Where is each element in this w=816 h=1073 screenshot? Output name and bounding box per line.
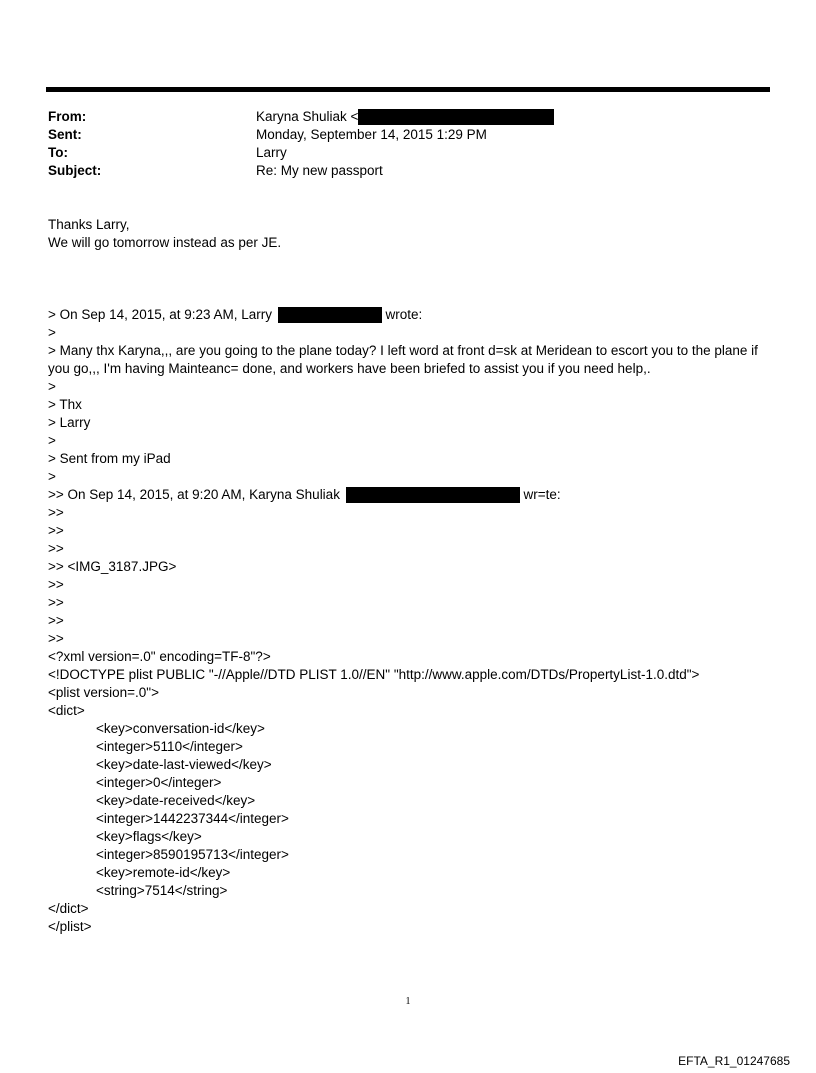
quote-line: >> <box>48 505 64 520</box>
quote-header-start: > On Sep 14, 2015, at 9:23 AM, Larry <box>48 307 273 322</box>
xml-line: <plist version=.0"> <box>48 685 159 700</box>
nested-quote-header-end: wr=te: <box>523 487 561 502</box>
quote-line: >> <box>48 541 64 556</box>
body-line: We will go tomorrow instead as per JE. <box>48 235 282 250</box>
sent-label: Sent: <box>48 127 82 142</box>
quote-line: > Larry <box>48 415 91 430</box>
document-id: EFTA_R1_01247685 <box>678 1054 790 1068</box>
subject-value: Re: My new passport <box>256 163 383 178</box>
to-value: Larry <box>256 145 287 160</box>
xml-line: <integer>5110</integer> <box>96 739 243 754</box>
quote-line: >> <box>48 595 64 610</box>
xml-line: <key>remote-id</key> <box>96 865 231 880</box>
xml-line: <?xml version=.0" encoding=TF-8"?> <box>48 649 271 664</box>
subject-label: Subject: <box>48 163 102 178</box>
quote-line: >> <box>48 631 64 646</box>
from-value <box>256 108 554 126</box>
xml-line: </dict> <box>48 901 89 916</box>
greeting: Thanks Larry, <box>48 217 130 232</box>
quote-line: >> <box>48 523 64 538</box>
xml-line: <key>date-last-viewed</key> <box>96 757 272 772</box>
xml-line: <key>date-received</key> <box>96 793 256 808</box>
quote-line <box>48 306 772 324</box>
xml-line: <dict> <box>48 703 85 718</box>
quote-line: > <box>48 469 56 484</box>
quote-line: > <box>48 325 56 340</box>
xml-line: <!DOCTYPE plist PUBLIC "-//Apple//DTD PLIST 1.0//EN" "http://www.apple.com/DTDs/PropertyList-1.0.dtd"> <box>48 667 700 682</box>
quote-line: >> <box>48 577 64 592</box>
spacer <box>48 252 772 306</box>
nested-quote-header-start: >> On Sep 14, 2015, at 9:20 AM, Karyna Shuliak <box>48 487 340 502</box>
email-body <box>48 216 772 936</box>
redaction-karyna-email <box>346 487 520 503</box>
xml-line: <key>conversation-id</key> <box>96 721 265 736</box>
quote-line: > <box>48 379 56 394</box>
quote-line: >> <box>48 613 64 628</box>
redaction-larry-email <box>278 307 382 323</box>
xml-line: <integer>0</integer> <box>96 775 222 790</box>
from-name: Karyna Shuliak < <box>256 109 359 124</box>
from-label: From: <box>48 109 87 124</box>
to-label: To: <box>48 145 68 160</box>
quote-message: > Many thx Karyna,,, are you going to the plane today? I left word at front d=sk at Meridean to escort you to the plane if you go,,, I'm having Mainteanc= done, and workers have been briefed to assist you if you need help,. <box>48 343 758 376</box>
redaction-from-email <box>358 109 554 125</box>
header-rule <box>46 87 770 92</box>
quote-line <box>48 486 772 504</box>
xml-line: <integer>1442237344</integer> <box>96 811 289 826</box>
xml-line: <integer>8590195713</integer> <box>96 847 289 862</box>
quote-header-end: wrote: <box>385 307 423 322</box>
xml-line: </plist> <box>48 919 92 934</box>
sent-value: Monday, September 14, 2015 1:29 PM <box>256 127 487 142</box>
xml-line: <key>flags</key> <box>96 829 202 844</box>
quote-line: > <box>48 433 56 448</box>
xml-line: <string>7514</string> <box>96 883 228 898</box>
quote-line: > Sent from my iPad <box>48 451 171 466</box>
quote-line: > Thx <box>48 397 82 412</box>
page-number: 1 <box>405 996 411 1007</box>
attachment-line: >> <IMG_3187.JPG> <box>48 559 177 574</box>
